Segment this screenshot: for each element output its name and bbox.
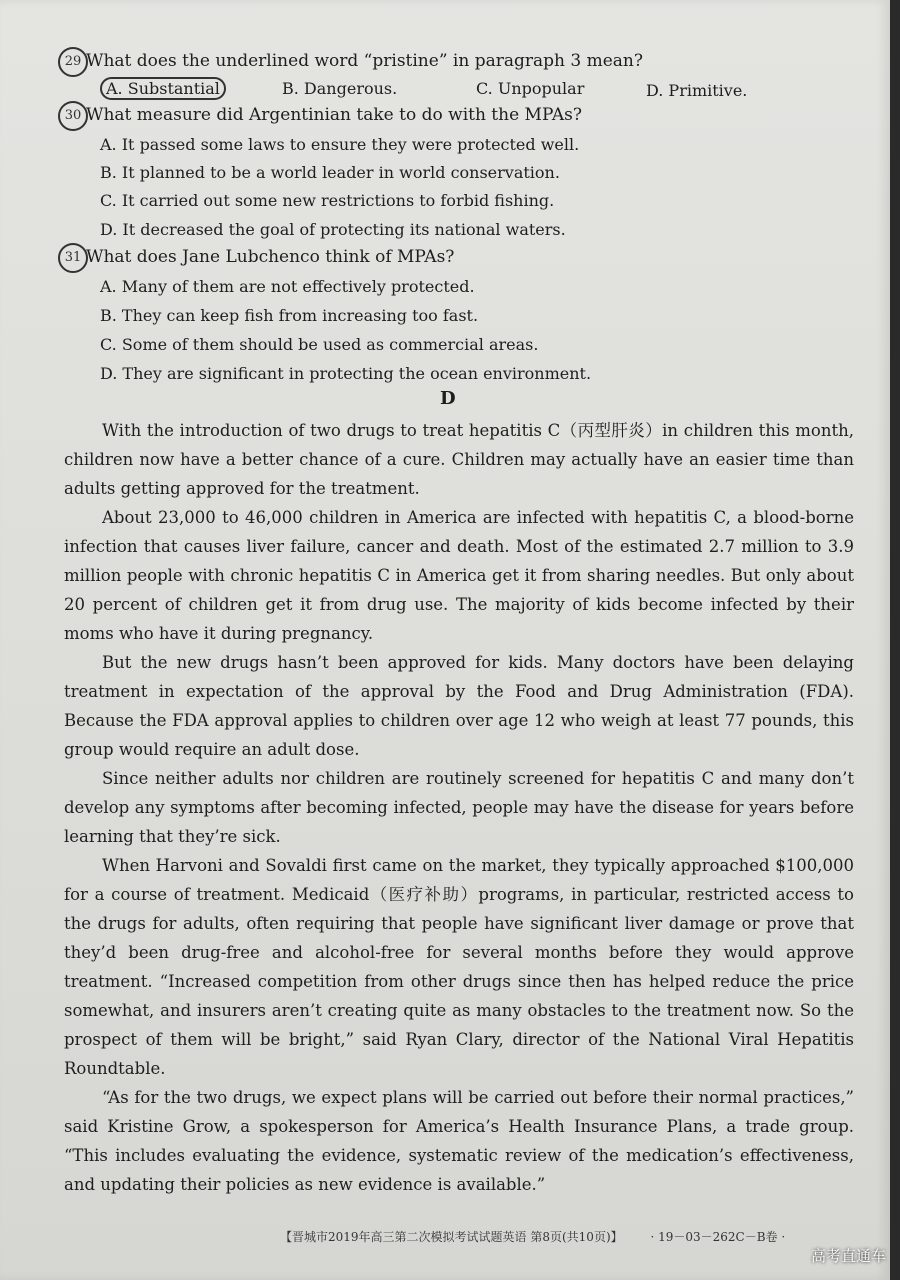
question-text: What does Jane Lubchenco think of MPAs?: [86, 247, 455, 267]
option-30-d: D. It decreased the goal of protecting its national waters.: [100, 220, 566, 239]
footer-code: · 19－03－262C－B卷 ·: [650, 1230, 786, 1244]
option-29-d: D. Primitive.: [646, 81, 748, 100]
paragraph-2: About 23,000 to 46,000 children in America are infected with hepatitis C, a blood-borne infection that causes liver failure, cancer and death. Most of the estimated 2.7 million to 3.9 million people with chronic hepatitis C in America get it from sharing needles. But only about 20 percent of children get it from drug use. The majority of kids become infected by their moms who have it during pregnancy.: [64, 508, 854, 643]
page-footer: [280, 1228, 880, 1245]
option-31-c: C. Some of them should be used as commercial areas.: [100, 335, 539, 354]
paragraph-3: But the new drugs hasn’t been approved for kids. Many doctors have been delaying treatment in expectation of the approval by the Food and Drug Administration (FDA). Because the FDA approval applies to children over age 12 who weigh at least 77 pounds, this group would require an adult dose.: [64, 653, 854, 759]
option-29-c: C. Unpopular: [476, 79, 585, 98]
option-31-d: D. They are significant in protecting the ocean environment.: [100, 364, 592, 383]
question-number-circle: 30: [58, 101, 88, 131]
option-31-b: B. They can keep fish from increasing too fast.: [100, 306, 479, 325]
question-text: What does the underlined word “pristine” in paragraph 3 mean?: [86, 51, 643, 71]
paragraph-5: When Harvoni and Sovaldi first came on the market, they typically approached $100,000 for a course of treatment. Medicaid（医疗补助）programs, in particular, restricted access to the drugs for adults, often requiring that people have significant liver damage or prove that they’d been drug-free and alcohol-free for several months before they would approve treatment. “Increased competition from other drugs since then has helped reduce the price somewhat, and insurers aren’t creating quite as many obstacles to the treatment now. So the prospect of them will be bright,” said Ryan Clary, director of the National Viral Hepatitis Roundtable.: [64, 856, 854, 1078]
option-31-a: A. Many of them are not effectively protected.: [100, 277, 475, 296]
question-30: [64, 104, 582, 126]
question-number-circle: 31: [58, 243, 88, 273]
circled-answer: A. Substantial: [100, 77, 226, 100]
footer-title: 【晋城市2019年高三第二次模拟考试试题英语 第8页(共10页)】: [280, 1230, 623, 1244]
option-30-a: A. It passed some laws to ensure they were protected well.: [100, 135, 580, 154]
passage-body: [64, 416, 854, 1199]
question-31: [64, 246, 455, 268]
option-29-b: B. Dangerous.: [282, 79, 398, 98]
paragraph-4: Since neither adults nor children are routinely screened for hepatitis C and many don’t develop any symptoms after becoming infected, people may have the disease for years before learning that they’re sick.: [64, 769, 854, 846]
question-text: What measure did Argentinian take to do with the MPAs?: [86, 105, 582, 125]
question-29: [64, 50, 643, 72]
option-29-a: [100, 78, 226, 100]
passage-heading: D: [440, 388, 456, 409]
option-30-c: C. It carried out some new restrictions to forbid fishing.: [100, 191, 555, 210]
question-number-circle: 29: [58, 47, 88, 77]
option-30-b: B. It planned to be a world leader in world conservation.: [100, 163, 560, 182]
watermark-logo: 高考直通车: [810, 1247, 886, 1265]
paragraph-1: With the introduction of two drugs to treat hepatitis C（丙型肝炎）in children this month, children now have a better chance of a cure. Children may actually have an easier time than adults getting approved for the treatment.: [64, 421, 854, 498]
paragraph-6: “As for the two drugs, we expect plans will be carried out before their normal practices,” said Kristine Grow, a spokesperson for America’s Health Insurance Plans, a trade group. “This includes evaluating the evidence, systematic review of the medication’s effectiveness, and updating their policies as new evidence is available.”: [64, 1088, 854, 1194]
